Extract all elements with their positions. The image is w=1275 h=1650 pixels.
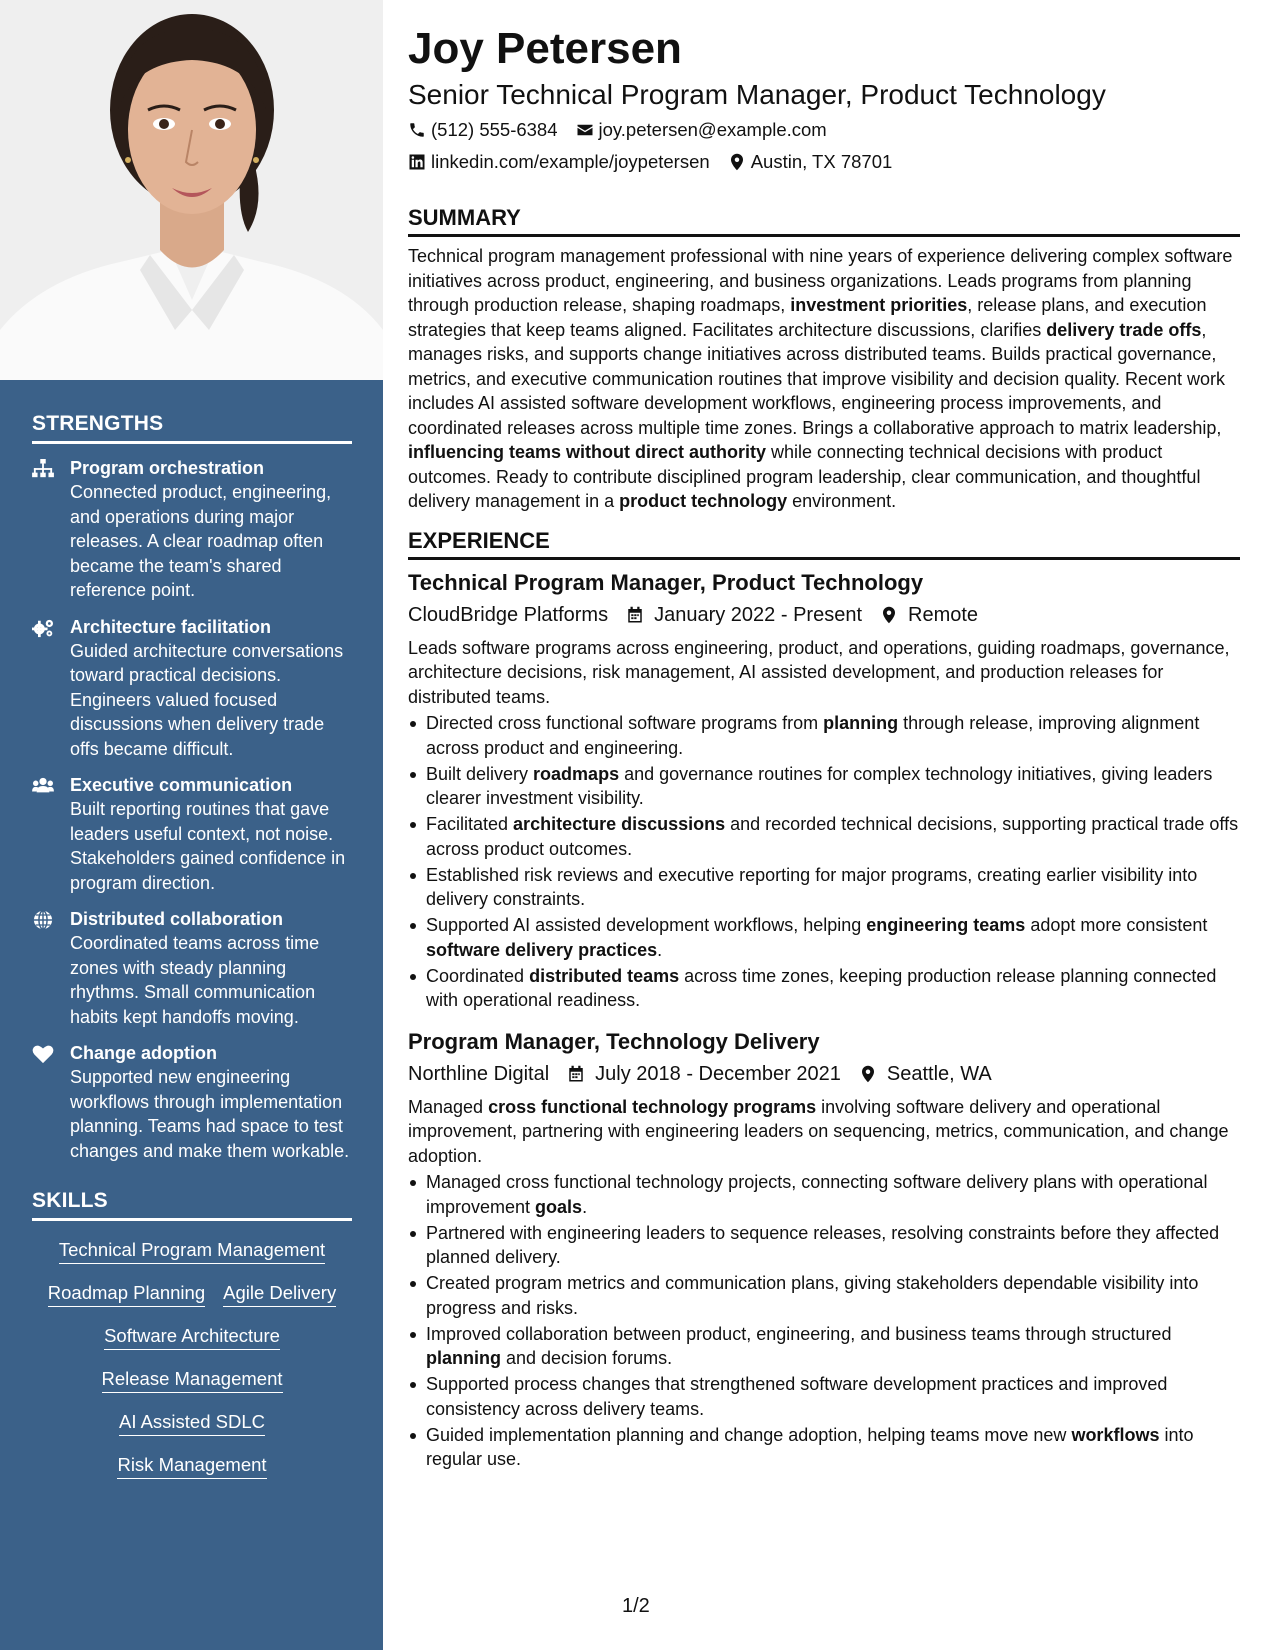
- text-span: Coordinated: [426, 965, 530, 986]
- summary-heading: SUMMARY: [408, 205, 1240, 237]
- strength-desc: Supported new engineering workflows through implementation planning. Teams had space to test changes and make them workable.: [70, 1067, 350, 1161]
- bold-text: software delivery practices: [426, 939, 658, 960]
- text-span: Improved collaboration between product, engineering, and business teams through structured: [426, 1323, 1172, 1344]
- sitemap-icon: [32, 456, 70, 603]
- gears-icon: [32, 615, 70, 762]
- bullet-item: [408, 1271, 1240, 1320]
- skill-tag: Agile Delivery: [223, 1280, 336, 1307]
- bullet-item: [408, 1170, 1240, 1219]
- strength-desc: Built reporting routines that gave leaders useful context, not noise. Stakeholders gained confidence in program direction.: [70, 799, 346, 893]
- strength-item: [32, 615, 352, 762]
- calendar-icon: [626, 605, 644, 625]
- skill-tag: Roadmap Planning: [48, 1280, 205, 1307]
- text-span: involving software delivery and operational improvement, partnering with engineering leaders on sequencing, metrics, communication, and change adoption.: [408, 1096, 1229, 1166]
- text-span: Built delivery: [426, 763, 534, 784]
- contact-row: [408, 149, 1240, 175]
- strengths-heading: STRENGTHS: [32, 412, 352, 444]
- bullet-item: [408, 913, 1240, 962]
- bold-text: goals: [535, 1196, 583, 1217]
- strength-title: Change adoption: [70, 1043, 217, 1063]
- job-bullets: [408, 1170, 1240, 1472]
- sidebar: [0, 0, 383, 1650]
- bold-text: influencing teams without direct authority: [408, 442, 767, 462]
- text-span: .: [657, 939, 663, 960]
- globe-icon: [32, 907, 70, 1029]
- phone-icon: [408, 121, 426, 139]
- bold-text: product technology: [619, 491, 788, 511]
- skills-heading: SKILLS: [32, 1189, 352, 1221]
- text-span: through release, improving alignment across product and engineering.: [426, 713, 1200, 758]
- bullet-item: [408, 1423, 1240, 1472]
- strength-title: Executive communication: [70, 775, 293, 795]
- strength-item: [32, 1041, 352, 1163]
- text-span: adopt more consistent: [1025, 915, 1208, 935]
- company-name: CloudBridge Platforms: [408, 603, 609, 626]
- phone-contact[interactable]: [408, 117, 558, 143]
- text-span: Guided implementation planning and change adoption, helping teams move new: [426, 1424, 1072, 1445]
- map-pin-icon: [880, 605, 898, 625]
- bullet-item: [408, 863, 1240, 912]
- text-span: , release plans, and execution strategies that keep teams aligned. Facilitates architecture discussions, clarifies: [408, 295, 1207, 340]
- bold-text: architecture discussions: [513, 814, 726, 834]
- skill-tag: Technical Program Management: [59, 1237, 325, 1264]
- text-span: across time zones, keeping production release planning connected with operational readiness.: [426, 965, 1217, 1010]
- strength-title: Distributed collaboration: [70, 909, 284, 929]
- heart-icon: [32, 1041, 70, 1163]
- summary-paragraph: [408, 244, 1240, 514]
- bold-text: planning: [823, 713, 899, 733]
- bullet-item: [408, 812, 1240, 861]
- phone-text: (512) 555-6384: [431, 119, 558, 140]
- map-pin-icon: [728, 153, 746, 171]
- calendar-icon: [567, 1064, 585, 1084]
- page-number: 1/2: [622, 1595, 650, 1617]
- skill-tag: Release Management: [102, 1366, 283, 1393]
- job-entry: [408, 1027, 1240, 1472]
- text-span: , manages risks, and supports change initiatives across distributed teams. Builds practical governance, metrics, and executive communication routines that improve visibility and decision quality. Recent work includes AI assisted software development workflows, engineering process improvements, and coordinated releases across multiple time zones. Brings a collaborative approach to matrix leadership,: [408, 319, 1226, 438]
- job-meta: [408, 600, 1240, 630]
- main-content: [408, 22, 1240, 1473]
- bullet-item: [408, 1221, 1240, 1270]
- bullet-item: [408, 711, 1240, 760]
- email-contact[interactable]: [576, 117, 827, 143]
- map-pin-icon: [859, 1064, 877, 1084]
- strength-desc: Coordinated teams across time zones with steady planning rhythms. Small communication habits kept handoffs moving.: [70, 933, 320, 1027]
- job-description: [408, 1095, 1240, 1169]
- job-entry: [408, 568, 1240, 1013]
- bold-text: planning: [426, 1348, 501, 1368]
- text-span: Managed: [408, 1096, 489, 1117]
- text-span: and governance routines for complex technology initiatives, giving leaders clearer investment visibility.: [426, 763, 1213, 808]
- sidebar-content: [32, 412, 352, 1495]
- contact-row: [408, 117, 1240, 143]
- bullet-item: [408, 1322, 1240, 1371]
- job-dates: January 2022 - Present: [654, 603, 862, 626]
- text-span: Established risk reviews and executive reporting for major programs, creating earlier visibility into delivery constraints.: [426, 864, 1198, 909]
- bullet-item: [408, 762, 1240, 811]
- bold-text: cross functional technology programs: [488, 1096, 817, 1117]
- job-title: Program Manager, Technology Delivery: [408, 1028, 820, 1054]
- text-span: Supported AI assisted development workflows, helping: [426, 915, 867, 935]
- bold-text: distributed teams: [529, 965, 680, 986]
- strength-desc: Guided architecture conversations toward practical decisions. Engineers valued focused discussions when delivery trade offs became difficult.: [70, 640, 344, 759]
- text-span: Facilitated: [426, 814, 514, 834]
- job-location: Seattle, WA: [886, 1062, 992, 1085]
- bold-text: delivery trade offs: [1046, 319, 1202, 340]
- profile-photo: [0, 0, 383, 380]
- bullet-item: [408, 964, 1240, 1013]
- email-text: joy.petersen@example.com: [598, 119, 827, 140]
- text-span: Leads software programs across engineering, product, and operations, guiding roadmaps, governance, architecture decisions, risk management, AI assisted development, and production releases for distributed teams.: [408, 637, 1230, 707]
- strength-title: Architecture facilitation: [70, 616, 272, 637]
- bold-text: roadmaps: [533, 763, 620, 784]
- text-span: Partnered with engineering leaders to sequence releases, resolving constraints before they affected planned delivery.: [426, 1222, 1220, 1267]
- skills-list: [32, 1237, 352, 1479]
- location-text: Austin, TX 78701: [750, 151, 893, 172]
- text-span: and decision forums.: [501, 1348, 673, 1368]
- strength-desc: Connected product, engineering, and operations during major releases. A clear roadmap often became the team's shared reference point.: [70, 482, 332, 600]
- skill-tag: Software Architecture: [104, 1323, 280, 1350]
- strength-item: [32, 773, 352, 895]
- text-span: Supported process changes that strengthened software development practices and improved consistency across delivery teams.: [426, 1374, 1168, 1419]
- strength-item: [32, 907, 352, 1029]
- job-headline: Senior Technical Program Manager, Product Technology: [408, 79, 1106, 110]
- candidate-name: Joy Petersen: [408, 24, 682, 73]
- linkedin-icon: [408, 153, 426, 171]
- text-span: and recorded technical decisions, supporting practical trade offs across product outcomes.: [426, 814, 1239, 859]
- bold-text: workflows: [1071, 1424, 1160, 1445]
- linkedin-contact[interactable]: [408, 149, 710, 175]
- bold-text: investment priorities: [790, 295, 968, 315]
- location-contact: [728, 149, 893, 175]
- job-location: Remote: [908, 603, 979, 626]
- text-span: Managed cross functional technology projects, connecting software delivery plans with operational improvement: [426, 1172, 1208, 1217]
- strength-title: Program orchestration: [70, 458, 265, 478]
- job-description: [408, 636, 1240, 710]
- bold-text: engineering teams: [866, 915, 1026, 935]
- envelope-icon: [576, 121, 594, 139]
- text-span: .: [582, 1196, 588, 1217]
- job-meta: [408, 1059, 1240, 1089]
- job-title: Technical Program Manager, Product Technology: [408, 569, 924, 595]
- text-span: Created program metrics and communication plans, giving stakeholders dependable visibility into progress and risks.: [426, 1273, 1199, 1318]
- strength-item: [32, 456, 352, 603]
- text-span: Directed cross functional software programs from: [426, 713, 824, 733]
- bullet-item: [408, 1372, 1240, 1421]
- job-dates: July 2018 - December 2021: [595, 1062, 841, 1085]
- skill-tag: Risk Management: [117, 1452, 266, 1479]
- skill-tag: AI Assisted SDLC: [119, 1409, 265, 1436]
- text-span: environment.: [787, 491, 897, 511]
- text-span: into regular use.: [426, 1424, 1194, 1469]
- experience-heading: EXPERIENCE: [408, 528, 1240, 560]
- users-icon: [32, 773, 70, 895]
- linkedin-text: linkedin.com/example/joypetersen: [431, 151, 710, 172]
- text-span: while connecting technical decisions with product outcomes. Ready to contribute disciplined program leadership, clear communication, and thoughtful delivery management in a: [408, 442, 1201, 511]
- text-span: Technical program management professional with nine years of experience delivering complex software initiatives across product, engineering, and business organizations. Leads programs from planning through production release, shaping roadmaps,: [408, 246, 1233, 315]
- job-bullets: [408, 711, 1240, 1013]
- company-name: Northline Digital: [408, 1062, 550, 1085]
